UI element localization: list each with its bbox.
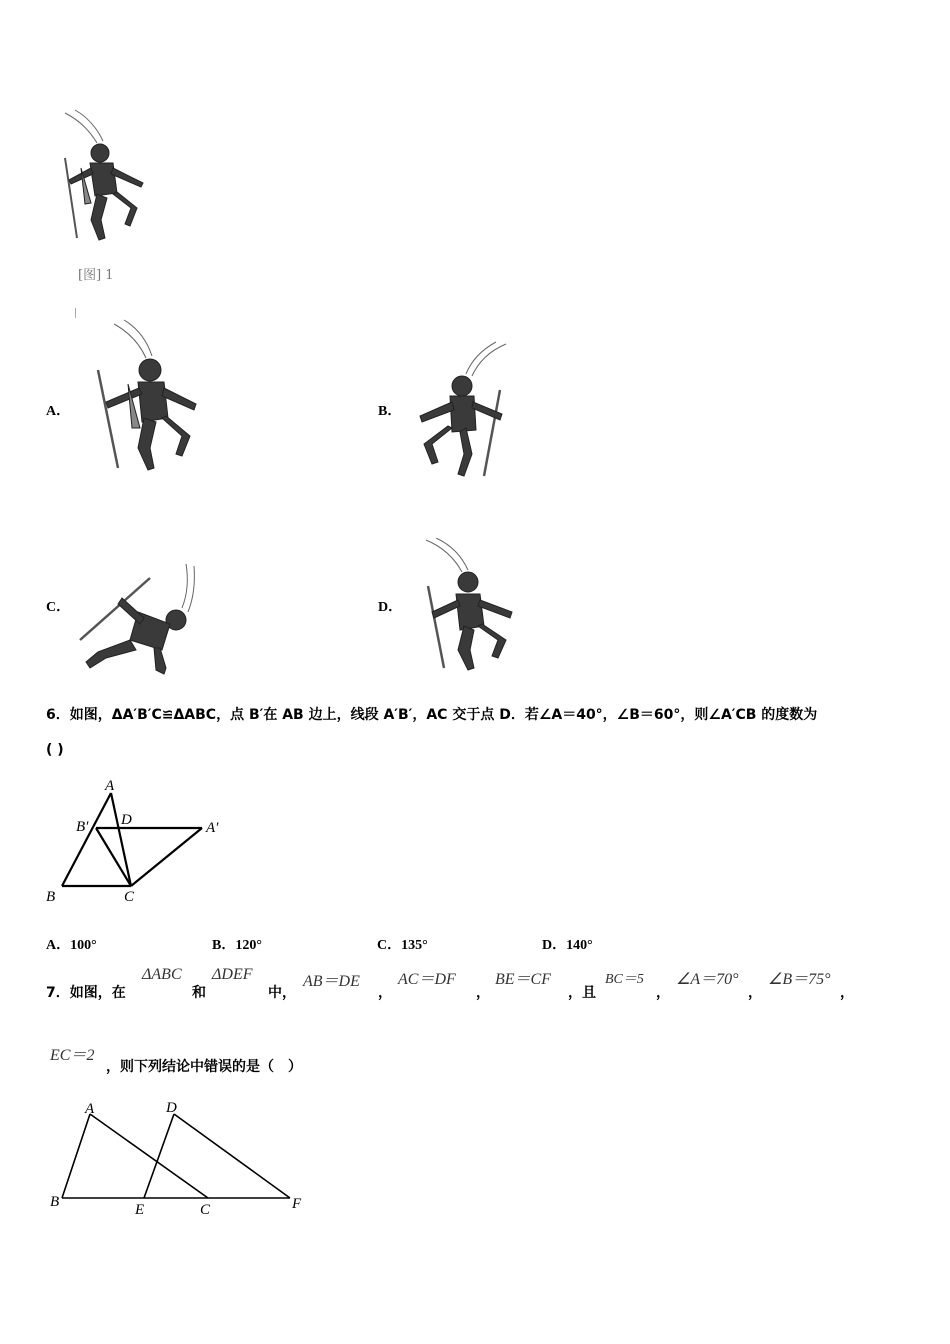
q5-option-b-label[interactable]: B． bbox=[378, 404, 402, 419]
q5-option-a-image bbox=[92, 318, 202, 474]
q6-figure bbox=[40, 775, 240, 910]
q6-label-a: A bbox=[105, 778, 115, 794]
q6-line-ac bbox=[111, 793, 131, 886]
q6-label-a1: A′ bbox=[206, 820, 219, 836]
q6-label-b: B bbox=[46, 889, 56, 905]
monkey-figure-icon bbox=[55, 108, 155, 248]
q5-option-b-image bbox=[410, 340, 520, 480]
monkey-figure-icon bbox=[78, 562, 198, 680]
divider-mark bbox=[75, 308, 76, 318]
q7-tri-abc: ΔABC bbox=[142, 966, 182, 983]
q6-label-d: D bbox=[121, 812, 132, 828]
q7-cond-ec: EC＝2 bbox=[50, 1047, 95, 1064]
q7-line-ba bbox=[62, 1114, 90, 1198]
q6-option-b[interactable]: B．120° bbox=[212, 938, 262, 953]
q7-and: 和 bbox=[192, 985, 206, 1001]
q7-label-f: F bbox=[292, 1196, 302, 1212]
q7-cond-be-cf: BE＝CF bbox=[495, 971, 551, 988]
q5-option-c-image bbox=[78, 562, 198, 680]
figure-1-image bbox=[55, 108, 155, 248]
q7-figure bbox=[40, 1098, 320, 1220]
q7-question-tail: ，则下列结论中错误的是（ ） bbox=[106, 1059, 302, 1075]
q7-cond-ac-df: AC＝DF bbox=[398, 971, 456, 988]
q5-option-a-label[interactable]: A． bbox=[46, 404, 71, 419]
q5-option-d-image bbox=[420, 538, 520, 674]
q6-option-a[interactable]: A．100° bbox=[46, 938, 97, 953]
q6-label-b1: B′ bbox=[76, 819, 89, 835]
q7-qie: ，且 bbox=[568, 985, 596, 1001]
q7-label-d: D bbox=[166, 1100, 177, 1116]
q7-cond-ab-de: AB＝DE bbox=[303, 973, 360, 990]
q7-label-b: B bbox=[50, 1194, 60, 1210]
q6-option-c[interactable]: C．135° bbox=[377, 938, 428, 953]
q6-answer-paren: ( ) bbox=[46, 742, 64, 758]
q7-label-e: E bbox=[135, 1202, 145, 1218]
monkey-figure-icon bbox=[92, 318, 202, 474]
q7-prefix: 7．如图，在 bbox=[46, 985, 126, 1001]
q7-comma-2: ， bbox=[476, 985, 490, 1001]
q7-triangle-diagram bbox=[40, 1098, 320, 1220]
q6-line-a1c bbox=[131, 828, 202, 886]
q6-text: 6．如图，ΔA′B′C≌ΔABC，点 B′在 AB 边上，线段 A′B′，AC 交于点 D．若∠A＝40°，∠B＝60°，则∠A′CB 的度数为 bbox=[46, 707, 818, 723]
q7-comma-3: ， bbox=[656, 985, 670, 1001]
q7-cond-angle-b: ∠B＝75° bbox=[768, 971, 831, 988]
q7-comma-4: ， bbox=[748, 985, 762, 1001]
q7-cond-angle-a: ∠A＝70° bbox=[676, 971, 739, 988]
q7-label-c: C bbox=[200, 1202, 211, 1218]
q6-label-c: C bbox=[124, 889, 135, 905]
q7-tri-def: ΔDEF bbox=[212, 966, 253, 983]
q5-option-c-label[interactable]: C． bbox=[46, 600, 71, 615]
q7-comma-1: ， bbox=[378, 985, 392, 1001]
q6-triangle-diagram bbox=[40, 775, 240, 910]
q7-comma-5: ， bbox=[840, 985, 854, 1001]
monkey-figure-icon bbox=[420, 538, 520, 674]
q7-mid: 中， bbox=[268, 985, 296, 1001]
q5-option-d-label[interactable]: D． bbox=[378, 600, 403, 615]
q6-option-d[interactable]: D．140° bbox=[542, 938, 593, 953]
q7-cond-bc: BC＝5 bbox=[605, 972, 644, 987]
q7-label-a: A bbox=[85, 1101, 95, 1117]
monkey-figure-icon bbox=[410, 340, 520, 480]
figure-1-caption: [图] 1 bbox=[78, 268, 114, 283]
